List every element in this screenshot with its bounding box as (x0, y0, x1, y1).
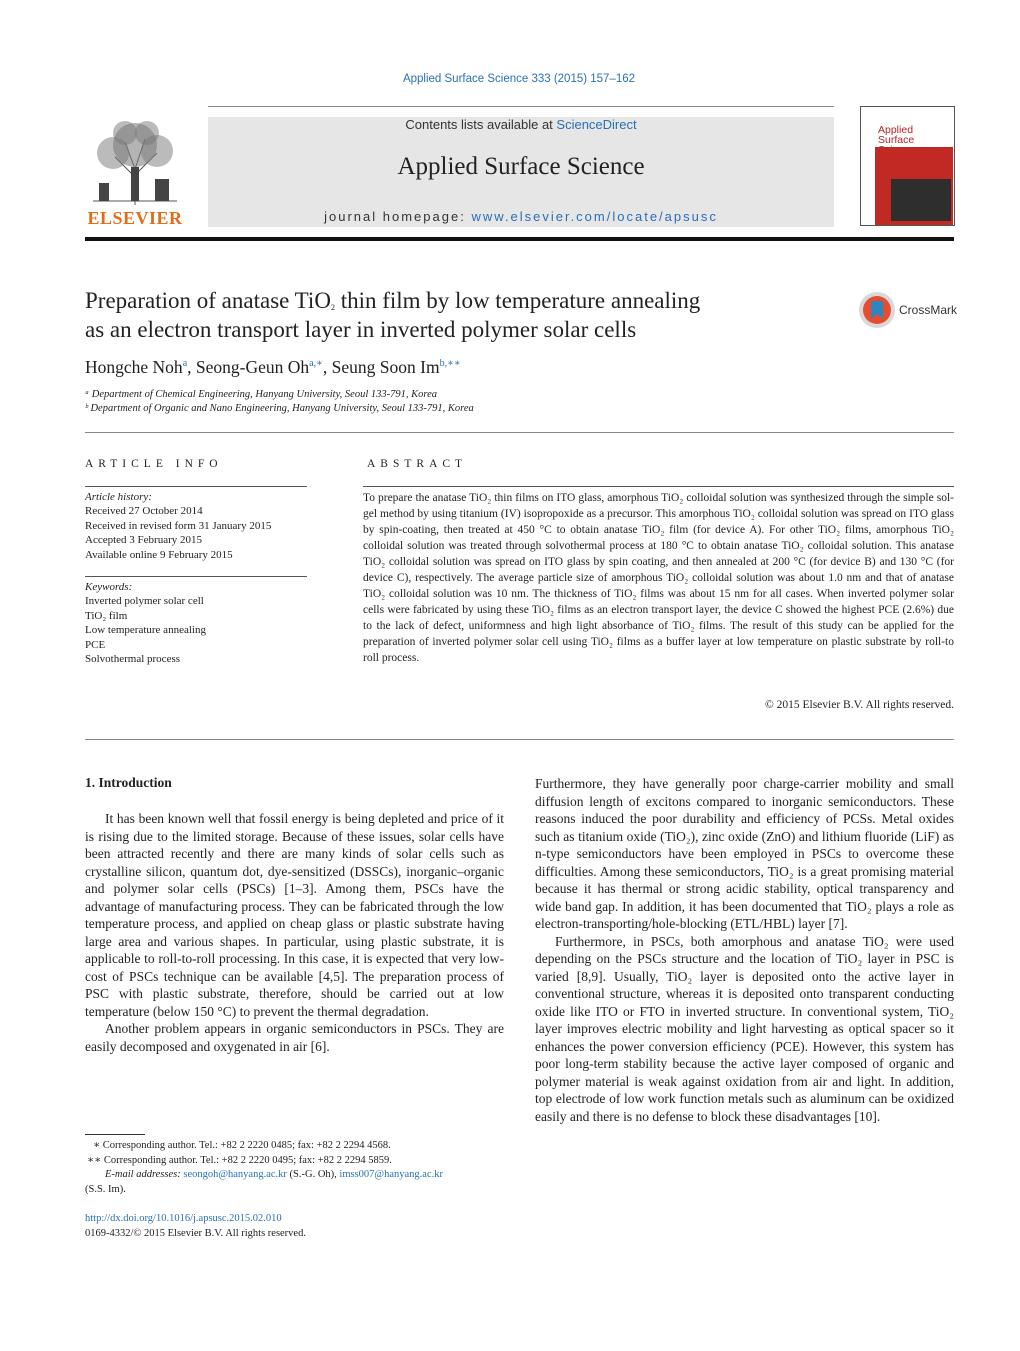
author-affiliation-mark[interactable]: a (182, 358, 188, 370)
email-link[interactable]: imss007@hanyang.ac.kr (339, 1169, 443, 1180)
paragraph: It has been known well that fossil energy is being depleted and price of it is rising due to the limited storage. Because of these issues, solar cells have been attracted recently and there are many kinds of solar cells such as crystalline silicon, quantum dot, dye-sensitized (DSSCs), inorganic–organic and polymer solar cells (PSCs) [1–3]. Among them, PSCs have the advantage of manufacturing process. They can be fabricated through the low temperature process, and applied on cheap glass or plastic substrate having large area and various shapes. In particular, using plastic substrate, it is applicable to roll-to-roll processing. In this case, it is expected that very low-cost of PSCs technique can be available [4,5]. The preparation process of PSC with plastic substrate, therefore, should be carried out at low temperature (below 150 °C) to prevent the thermal degradation. (85, 811, 504, 1019)
abstract-rule (363, 486, 954, 487)
title-line2: as an electron transport layer in inverted polymer solar cells (85, 317, 637, 342)
keyword-item: TiO₂ film (85, 609, 128, 622)
keywords-rule (85, 576, 307, 577)
footnote-corresponding-2: ∗∗ Corresponding author. Tel.: +82 2 2220 0495; fax: +82 2 2294 5859. (87, 1154, 392, 1166)
contents-prefix: Contents lists available at (405, 117, 557, 132)
journal-reference[interactable]: Applied Surface Science 333 (2015) 157–162 (402, 73, 636, 85)
email-label: E-mail addresses: (105, 1169, 181, 1180)
abstract-text: To prepare the anatase TiO₂ thin films on ITO glass, amorphous TiO₂ colloidal solution was synthesized through the simple sol-gel method by using titanium (IV) isopropoxide as a precursor. This amorphous TiO₂ colloidal solution was spread on ITO glass by spin-coating, then treated at 450 °C to obtain anatase TiO₂ film (for device A). For other TiO₂ films, amorphous TiO₂ colloidal solution was treated through solvothermal process at 180 °C to obtain anatase TiO₂ colloidal solution. This anatase TiO₂ colloidal solution was spread on ITO glass by spin coating, and then annealed at 200 °C (for device B) and 130 °C (for device C), respectively. The average particle size of amorphous TiO₂ colloidal solution was about 1.0 nm and that of anatase TiO₂ colloidal solution was 10 nm. The thickness of TiO₂ films was about 15 nm for all cases. When inverted polymer solar cells were fabricated by using these TiO₂ films as an electron transport layer, the device C showed the highest PCE (2.6%) due to the lack of defect, uniformness and high light absorbance of TiO₂ films. The result of this study can be applied for the preparation of inverted polymer solar cell using TiO₂ films as a buffer layer at low temperature on plastic substrate by roll-to roll process. (363, 492, 954, 664)
paragraph: Furthermore, in PSCs, both amorphous and anatase TiO₂ were used depending on the PSCs structure and the location of TiO₂ layer in PSC is varied [8,9]. Usually, TiO₂ layer is deposited onto the active layer in conventional structure, whereas it is deposited onto transparent conducting oxide like ITO or FTO in inverted structure. In conventional system, TiO₂ layer improves electric mobility and light harvesting as optical spacer so it enhances the power conversion efficiency (PCE). However, this system has poor long-term stability because the active layer composed of organic and polymer material is weak against oxidation from air and light. In addition, top electrode of low work function metals such as aluminum can be oxidized easily and there is no defense to block these disadvantages [10]. (535, 933, 954, 1124)
affiliation-rule (85, 432, 954, 433)
article-title (85, 286, 825, 344)
author-name[interactable]: Seung Soon Im (331, 357, 440, 377)
left-column (85, 810, 504, 1055)
journal-title: Applied Surface Science (397, 153, 645, 180)
history-label: Article history: (85, 491, 152, 503)
doi-block (85, 1212, 306, 1241)
abstract-copyright: © 2015 Elsevier B.V. All rights reserved. (765, 699, 954, 711)
email-line (85, 1168, 504, 1183)
history-item: Available online 9 February 2015 (85, 548, 233, 561)
article-history (85, 490, 271, 562)
history-item: Received in revised form 31 January 2015 (85, 519, 272, 532)
author-affiliation-mark[interactable]: a,∗ (309, 358, 323, 370)
homepage-prefix: journal homepage: (324, 209, 472, 224)
affiliation-a: ᵃ Department of Chemical Engineering, Hanyang University, Seoul 133-791, Korea (85, 389, 437, 400)
header-rule (208, 106, 834, 107)
keyword-item: Solvothermal process (85, 653, 181, 666)
keyword-item: PCE (85, 638, 106, 651)
contents-line (208, 117, 834, 132)
paragraph: Another problem appears in organic semiconductors in PSCs. They are easily decomposed and oxygenated in air [6]. (85, 1021, 504, 1054)
article-info-heading: ARTICLE INFO (85, 458, 223, 470)
doi-link[interactable]: http://dx.doi.org/10.1016/j.apsusc.2015.02.010 (85, 1213, 282, 1224)
sciencedirect-link[interactable]: ScienceDirect (556, 117, 637, 132)
footnote-corresponding-1: ∗ Corresponding author. Tel.: +82 2 2220 0485; fax: +82 2 2294 4568. (93, 1140, 391, 1151)
section-heading: 1. Introduction (85, 775, 172, 790)
keyword-item: Inverted polymer solar cell (85, 595, 204, 608)
author-affiliation-mark[interactable]: b,∗∗ (439, 358, 461, 370)
email-owner: (S.S. Im). (85, 1183, 126, 1195)
header-thick-rule (85, 237, 954, 241)
email-link[interactable]: seongoh@hanyang.ac.kr (183, 1169, 287, 1180)
crossmark-label: CrossMark (899, 303, 958, 317)
keyword-item: Low temperature annealing (85, 624, 206, 637)
issn-line: 0169-4332/© 2015 Elsevier B.V. All rights reserved. (85, 1227, 306, 1239)
journal-banner (208, 117, 834, 227)
title-part1: Preparation of anatase TiO (85, 288, 331, 313)
footnotes (85, 1139, 504, 1197)
author-name[interactable]: Seong-Geun Oh (195, 357, 310, 377)
homepage-link[interactable]: www.elsevier.com/locate/apsusc (471, 209, 718, 224)
cover-title-line1: Applied (878, 124, 914, 136)
article-info-rule (85, 486, 307, 487)
title-subscript: 2 (330, 303, 335, 312)
paragraph: Furthermore, they have generally poor charge-carrier mobility and small diffusion length of excitons compared to inorganic semiconductors. These reasons induced the poor durability and efficiency of PCSs. Metal oxides such as titanium oxide (TiO₂), zinc oxide (ZnO) and lithium fluoride (LiF) as n-type semiconductors have been employed in PSCs to overcome these difficulties. Among these semiconductors, TiO₂ is a great promising material because it has thermal or strong acidic stability, optical transparency and wide band gap. In addition, it has been documented that TiO₂ plays a role as electron-transporting/hole-blocking (ETL/HBL) layer [7]. (535, 776, 954, 931)
keywords (85, 580, 206, 666)
cover-image (891, 179, 951, 221)
journal-cover[interactable] (860, 106, 955, 226)
abstract-heading: ABSTRACT (367, 458, 468, 470)
right-column (535, 775, 954, 1125)
email-owner: (S.-G. Oh), (289, 1169, 337, 1180)
author-name[interactable]: Hongche Noh (85, 357, 183, 377)
keywords-label: Keywords: (85, 581, 133, 593)
author-list: Hongche Noh$^a$, Seong-Geun $Oh^{a,∗}$, Seung Soon $Im^{b,∗∗}$ (85, 357, 461, 377)
cover-title-line2: Surface (878, 134, 915, 146)
body-rule (85, 739, 954, 740)
affiliation-b: ᵇ Department of Organic and Nano Engineering, Hanyang University, Seoul 133-791, Korea (85, 403, 474, 414)
crossmark-icon (858, 291, 896, 329)
footnote-rule (85, 1134, 145, 1135)
elsevier-wordmark: ELSEVIER (87, 208, 183, 228)
history-item: Accepted 3 February 2015 (85, 534, 202, 547)
title-part2: thin film by low temperature annealing (334, 288, 701, 313)
history-item: Received 27 October 2014 (85, 505, 203, 518)
journal-homepage (208, 209, 834, 224)
